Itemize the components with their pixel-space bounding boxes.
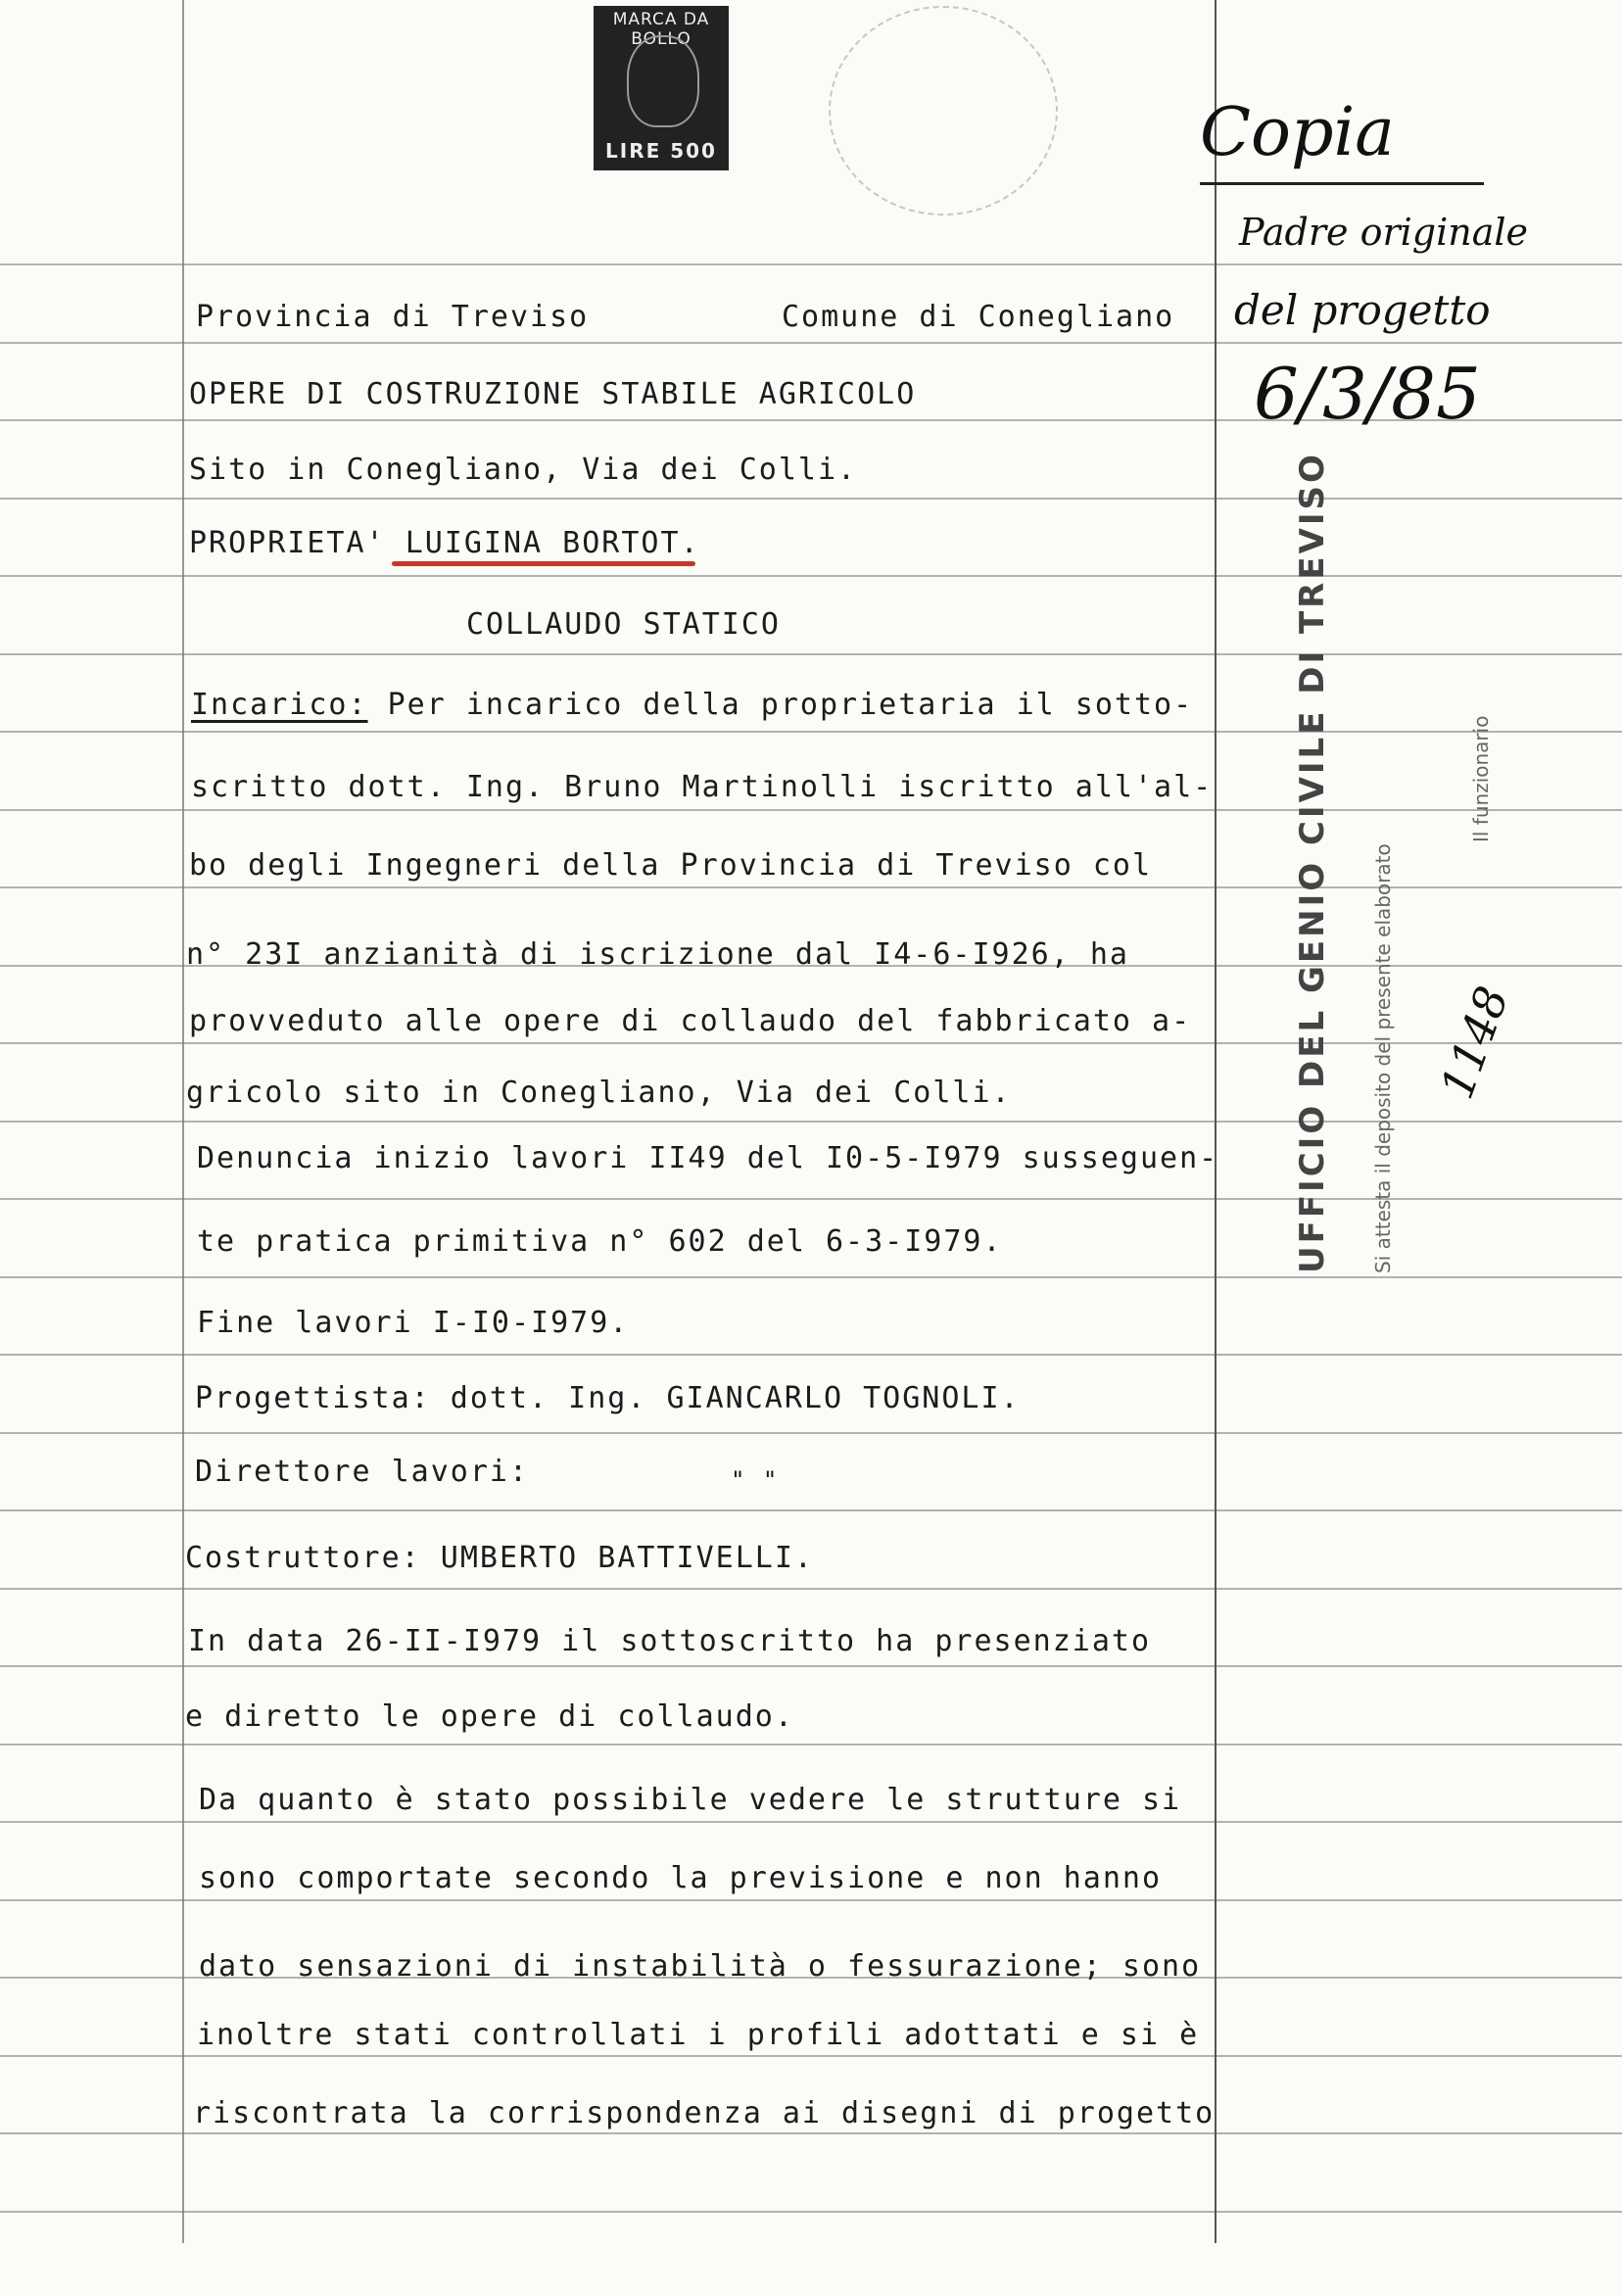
body-line: In data 26-II-I979 il sottoscritto ha presenziato bbox=[188, 1624, 1152, 1658]
handwritten-number: 1148 bbox=[1430, 979, 1519, 1106]
incarico-label: Incarico: bbox=[191, 688, 368, 722]
civil-engineering-office-stamp: UFFICIO DEL GENIO CIVILE DI TREVISO bbox=[1293, 452, 1332, 1273]
body-line: Denuncia inizio lavori II49 del I0-5-I979 susseguen- bbox=[197, 1141, 1219, 1175]
stamp-top-label: MARCA DA BOLLO bbox=[612, 10, 710, 49]
document-title: COLLAUDO STATICO bbox=[466, 607, 781, 642]
revenue-stamp bbox=[594, 6, 729, 170]
body-line: Costruttore: UMBERTO BATTIVELLI. bbox=[185, 1541, 814, 1575]
province-label: Provincia di Treviso bbox=[196, 300, 590, 334]
body-line: sono comportate secondo la previsione e non hanno bbox=[199, 1861, 1163, 1895]
project-title: OPERE DI COSTRUZIONE STABILE AGRICOLO bbox=[189, 377, 917, 411]
stamp-portrait-icon bbox=[627, 35, 699, 127]
body-line: riscontrata la corrispondenza ai disegni di progetto bbox=[193, 2096, 1216, 2130]
handwritten-date: 6/3/85 bbox=[1254, 353, 1481, 435]
body-line: scritto dott. Ing. Bruno Martinolli iscritto all'al- bbox=[191, 770, 1214, 804]
incarico-text: Per incarico della proprietaria il sotto- bbox=[387, 688, 1194, 722]
body-line: Direttore lavori: bbox=[195, 1455, 530, 1489]
stamp-value: LIRE 500 bbox=[605, 139, 717, 163]
owner-label: PROPRIETA' bbox=[189, 526, 386, 560]
incarico-line bbox=[191, 688, 1193, 722]
body-line: Da quanto è stato possibile vedere le strutture si bbox=[199, 1783, 1182, 1817]
embossed-seal bbox=[829, 6, 1058, 215]
owner-line bbox=[189, 526, 700, 560]
ditto-marks: " " bbox=[731, 1466, 780, 1494]
handwritten-copy: Copia bbox=[1200, 94, 1395, 171]
body-line: Progettista: dott. Ing. GIANCARLO TOGNOLI. bbox=[195, 1381, 1021, 1415]
municipality-label: Comune di Conegliano bbox=[782, 300, 1175, 334]
body-line: n° 23I anzianità di iscrizione dal I4-6-I926, ha bbox=[186, 937, 1129, 972]
copy-underline bbox=[1200, 182, 1484, 185]
owner-name: LUIGINA BORTOT bbox=[405, 526, 681, 560]
handwritten-note-1: Padre originale bbox=[1239, 211, 1529, 254]
owner-red-underline bbox=[392, 561, 695, 566]
body-line: Fine lavori I-I0-I979. bbox=[197, 1306, 630, 1340]
site-address: Sito in Conegliano, Via dei Colli. bbox=[189, 453, 858, 487]
body-line: bo degli Ingegneri della Provincia di Treviso col bbox=[189, 848, 1153, 883]
body-line: te pratica primitiva n° 602 del 6-3-I979. bbox=[197, 1224, 1003, 1259]
body-line: gricolo sito in Conegliano, Via dei Colli. bbox=[186, 1076, 1012, 1110]
body-line: dato sensazioni di instabilità o fessurazione; sono bbox=[199, 1949, 1202, 1984]
body-line: inoltre stati controllati i profili adottati e si è bbox=[197, 2018, 1200, 2052]
office-stamp-note-1: Si attesta il deposito del presente elaborato bbox=[1371, 843, 1395, 1273]
handwritten-note-2: del progetto bbox=[1234, 286, 1491, 334]
owner-end: . bbox=[680, 526, 700, 560]
body-line: e diretto le opere di collaudo. bbox=[185, 1699, 794, 1734]
body-line: provveduto alle opere di collaudo del fabbricato a- bbox=[189, 1004, 1192, 1038]
office-stamp-note-2: Il funzionario bbox=[1469, 715, 1493, 842]
